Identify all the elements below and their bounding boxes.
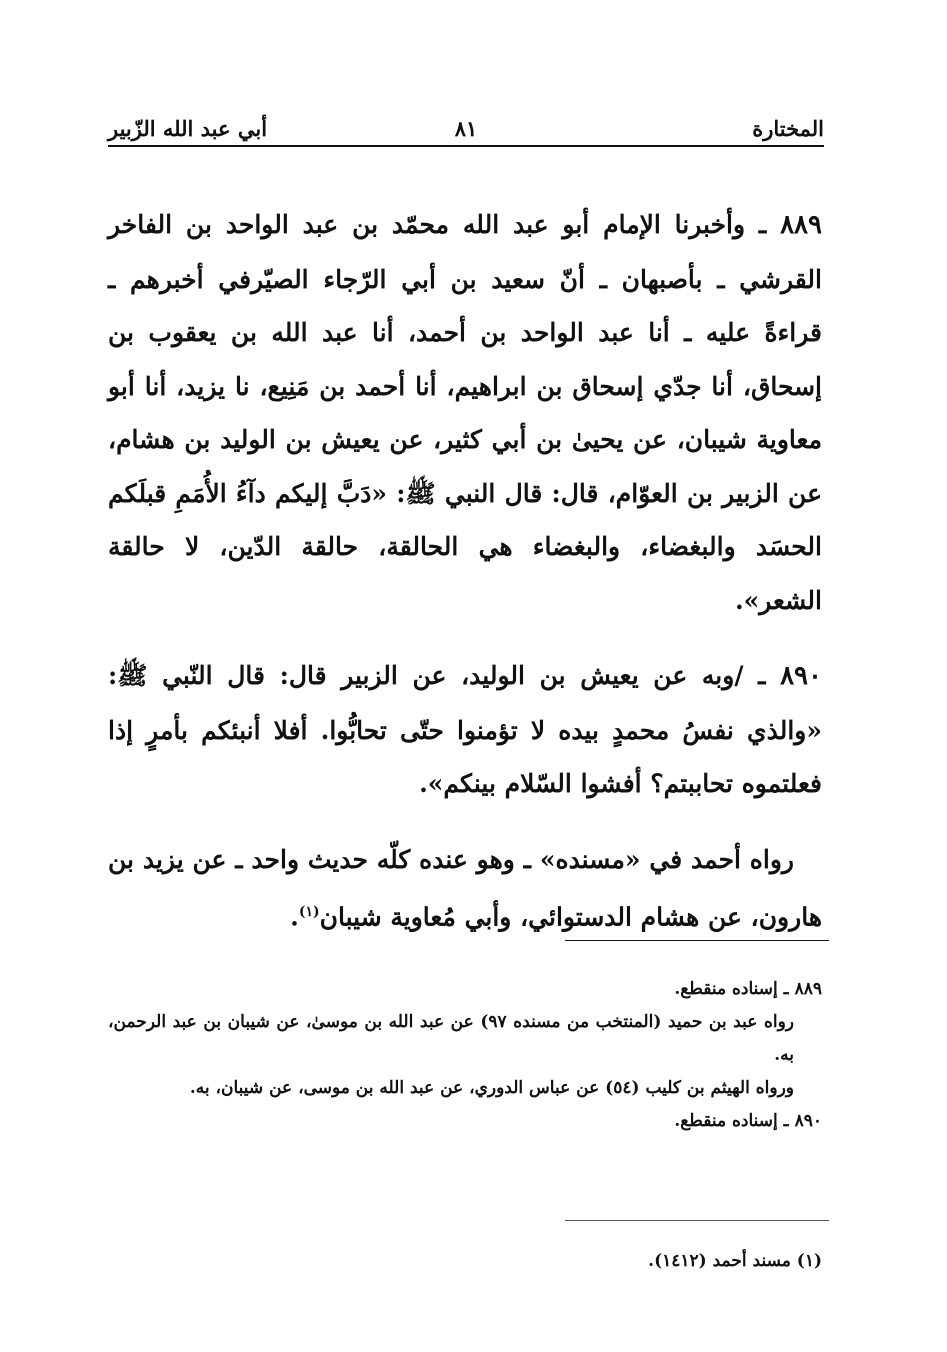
hadith-number: ٨٨٩ <box>780 210 822 240</box>
narration-end: . <box>290 902 299 932</box>
notes-separator <box>565 940 829 941</box>
page-number: ٨١ <box>454 116 478 141</box>
hadith-890 <box>108 649 822 811</box>
footnote: (١) مسند أحمد (١٤١٢). <box>648 1251 822 1271</box>
hadith-889 <box>108 198 822 627</box>
hadith-number: ٨٩٠ <box>780 661 822 691</box>
note-890-heading: ٨٩٠ ـ إسناده منقطع. <box>674 1111 822 1131</box>
narration-paragraph <box>108 833 822 944</box>
takhrij-notes <box>108 973 822 1138</box>
footnote-separator <box>565 1220 829 1221</box>
narration-text: رواه أحمد في «مسنده» ـ وهو عنده كلّه حديث واحد ـ عن يزيد بن هارون، عن هشام الدستوائي، وأبي مُعاوية شيبان <box>108 844 822 932</box>
header-rule <box>108 145 824 147</box>
note-889-heading: ٨٨٩ ـ إسناده منقطع. <box>674 979 822 999</box>
hadith-text: ـ /وبه عن يعيش بن الوليد، عن الزبير قال: قال النّبي ﷺ: «والذي نفسُ محمدٍ بيده لا تؤمنوا حتّى تحابُّوا. أفلا أنبئكم بأمرٍ إذا فعلتموه تحاببتم؟ أفشوا السّلام بينكم». <box>108 661 822 798</box>
header-section-title: أبي عبد الله الزّبير <box>108 116 268 141</box>
main-text <box>108 198 822 944</box>
note-889-source-1: رواه عبد بن حميد (المنتخب من مسنده ٩٧) عن عبد الله بن موسىٰ، عن شيبان بن عبد الرحمن، به. <box>108 1012 794 1065</box>
header-book-title: المختارة <box>752 116 824 141</box>
page-header <box>108 112 824 146</box>
hadith-text: ـ وأخبرنا الإمام أبو عبد الله محمّد بن عبد الواحد بن الفاخر القرشي ـ بأصبهان ـ أنّ سعيد بن أبي الرّجاء الصيّرفي أخبرهم ـ قراءةً عليه ـ أنا عبد الواحد بن أحمد، أنا عبد الله بن يعقوب بن إسحاق، أنا جدّي إسحاق بن ابراهيم، أنا أحمد بن مَنِيع، نا يزيد، أنا أبو معاوية شيبان، عن يحيىٰ بن أبي كثير، عن يعيش بن الوليد بن هشام، عن الزبير بن العوّام، قال: قال النبي ﷺ: «دَبَّ إليكم دآءُ الأُمَمِ قبلَكم الحسَد والبغضاء، والبغضاء هي الحالقة، حالقة الدّين، لا حالقة الشعر». <box>108 210 822 615</box>
note-889-source-2: ورواه الهيثم بن كليب (٥٤) عن عباس الدوري، عن عبد الله بن موسى، عن شيبان، به. <box>189 1078 794 1098</box>
footnote-reference[interactable]: (١) <box>298 904 320 920</box>
